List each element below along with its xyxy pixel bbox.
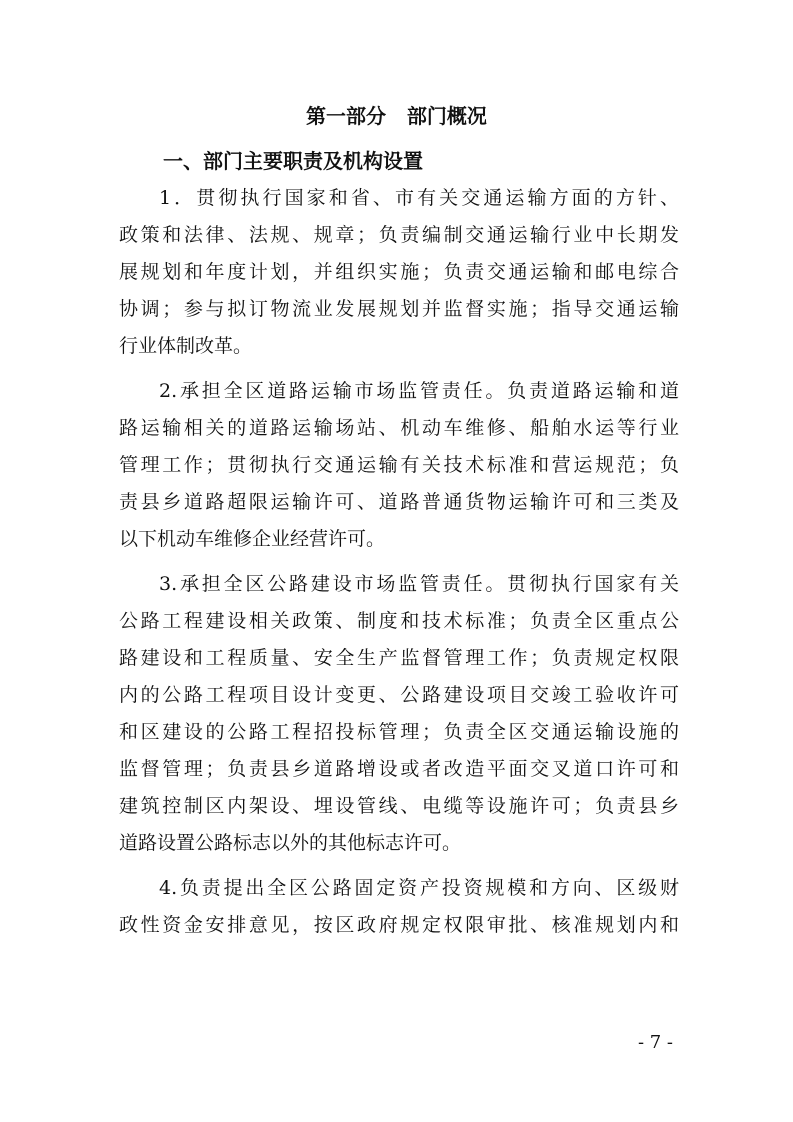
paragraph-line: 公路工程建设相关政策、制度和技术标准；负责全区重点公 (119, 610, 679, 632)
paragraph-line: 3.承担全区公路建设市场监管责任。贯彻执行国家有关 (159, 573, 679, 595)
paragraph-line: 道路设置公路标志以外的其他标志许可。 (119, 832, 462, 854)
paragraph-line: 政性资金安排意见，按区政府规定权限审批、核准规划内和 (119, 914, 679, 936)
paragraph-4 (119, 870, 679, 944)
paragraph-line: 1．贯彻执行国家和省、市有关交通运输方面的方针、 (159, 187, 679, 209)
paragraph-line: 管理工作；贯彻执行交通运输有关技术标准和营运规范；负 (119, 454, 679, 476)
page-title: 第一部分 部门概况 (306, 104, 487, 128)
paragraph-line: 责县乡道路超限运输许可、道路普通货物运输许可和三类及 (119, 491, 679, 513)
paragraph-line: 路建设和工程质量、安全生产监督管理工作；负责规定权限 (119, 647, 679, 669)
paragraph-line: 政策和法律、法规、规章；负责编制交通运输行业中长期发 (119, 224, 679, 246)
paragraph-line: 以下机动车维修企业经营许可。 (119, 528, 386, 550)
page-number: - 7 - (637, 1032, 673, 1053)
paragraph-line: 路运输相关的道路运输场站、机动车维修、船舶水运等行业 (119, 417, 679, 439)
paragraph-2 (119, 373, 679, 558)
paragraph-1 (119, 180, 679, 365)
paragraph-line: 监督管理；负责县乡道路增设或者改造平面交叉道口许可和 (119, 758, 679, 780)
paragraph-line: 建筑控制区内架设、埋设管线、电缆等设施许可；负责县乡 (119, 795, 679, 817)
paragraph-line: 4.负责提出全区公路固定资产投资规模和方向、区级财 (159, 877, 679, 899)
paragraph-line: 协调；参与拟订物流业发展规划并监督实施；指导交通运输 (119, 298, 679, 320)
paragraph-line: 2.承担全区道路运输市场监管责任。负责道路运输和道 (159, 380, 679, 402)
paragraph-line: 内的公路工程项目设计变更、公路建设项目交竣工验收许可 (119, 684, 679, 706)
paragraph-line: 展规划和年度计划，并组织实施；负责交通运输和邮电综合 (119, 261, 679, 283)
document-body (119, 180, 679, 952)
section-heading: 一、部门主要职责及机构设置 (163, 149, 423, 173)
paragraph-3 (119, 566, 679, 862)
paragraph-line: 行业体制改革。 (119, 335, 253, 357)
paragraph-line: 和区建设的公路工程招投标管理；负责全区交通运输设施的 (119, 721, 679, 743)
